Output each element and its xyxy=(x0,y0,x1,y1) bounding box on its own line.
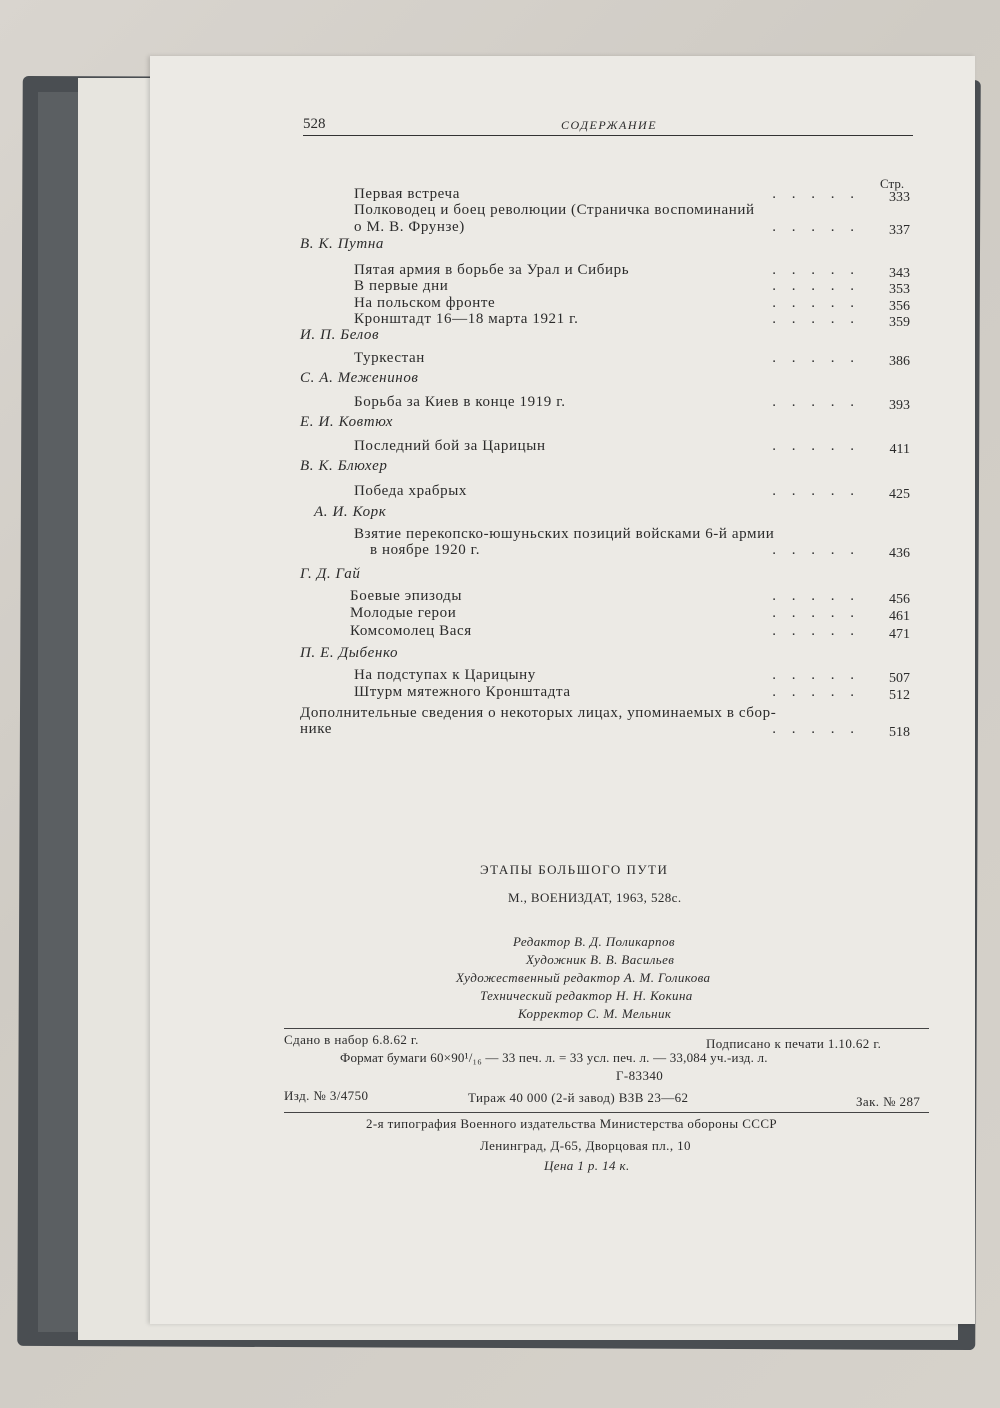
toc-author-heading: А. И. Корк xyxy=(314,504,387,520)
pages-column-label: Стр. xyxy=(880,176,905,191)
toc-leader-dots: . . . . . xyxy=(772,542,860,558)
toc-entry: Победа храбрых xyxy=(354,483,468,499)
toc-leader-dots: . . . . . xyxy=(772,623,860,639)
toc-entry: Последний бой за Царицын xyxy=(354,438,546,454)
print-run: Тираж 40 000 (2-й завод) ВЗВ 23—62 xyxy=(468,1090,689,1105)
toc-page-number: 512 xyxy=(889,688,910,703)
toc-leader-dots: . . . . . xyxy=(772,350,860,366)
paper-format: Формат бумаги 60×90¹/₁₆ — 33 печ. л. = 33 усл. печ. л. — 33,084 уч.-изд. л. xyxy=(340,1050,768,1065)
credit-proofreader: Корректор С. М. Мельник xyxy=(518,1006,672,1021)
toc-leader-dots: . . . . . xyxy=(772,295,860,311)
credit-artist: Художник В. В. Васильев xyxy=(526,952,675,967)
toc-entry: На подступах к Царицыну xyxy=(354,667,536,683)
table-of-contents xyxy=(300,186,920,766)
toc-page-number: 518 xyxy=(889,725,910,740)
toc-entry: Молодые герои xyxy=(350,605,457,621)
toc-author-heading: П. Е. Дыбенко xyxy=(300,645,399,661)
toc-entry: в ноябре 1920 г. xyxy=(370,542,481,558)
toc-page-number: 386 xyxy=(889,354,910,369)
toc-leader-dots: . . . . . xyxy=(772,394,860,410)
toc-page-number: 507 xyxy=(889,671,910,686)
page-number: 528 xyxy=(303,116,326,132)
toc-entry: В первые дни xyxy=(354,278,449,294)
toc-leader-dots: . . . . . xyxy=(772,278,860,294)
toc-page-number: 461 xyxy=(889,609,910,624)
toc-entry: Пятая армия в борьбе за Урал и Сибирь xyxy=(354,262,630,278)
toc-page-number: 343 xyxy=(889,266,910,281)
credit-editor: Редактор В. Д. Поликарпов xyxy=(513,934,675,949)
toc-author-heading: Г. Д. Гай xyxy=(300,566,361,582)
toc-author-heading: С. А. Меженинов xyxy=(300,370,419,386)
toc-leader-dots: . . . . . xyxy=(772,438,860,454)
toc-leader-dots: . . . . . xyxy=(772,605,860,621)
toc-page-number: 393 xyxy=(889,398,910,413)
toc-entry: Полководец и боец революции (Страничка воспоминаний xyxy=(354,202,755,218)
toc-author-heading: Е. И. Ковтюх xyxy=(300,414,394,430)
toc-author-heading: В. К. Путна xyxy=(300,236,384,252)
toc-leader-dots: . . . . . xyxy=(772,186,860,202)
toc-page-number: 359 xyxy=(889,315,910,330)
printer: 2-я типография Военного издательства Министерства обороны СССР xyxy=(366,1116,778,1131)
credit-tech-editor: Технический редактор Н. Н. Кокина xyxy=(480,988,693,1003)
toc-entry: Туркестан xyxy=(354,350,425,366)
toc-page-number: 356 xyxy=(889,299,910,314)
imprint-rule-bottom xyxy=(284,1112,929,1113)
toc-leader-dots: . . . . . xyxy=(772,219,860,235)
toc-entry: о М. В. Фрунзе) xyxy=(354,219,465,235)
toc-entry: Борьба за Киев в конце 1919 г. xyxy=(354,394,566,410)
printer-address: Ленинград, Д-65, Дворцовая пл., 10 xyxy=(480,1138,691,1153)
toc-page-number: 337 xyxy=(889,223,910,238)
toc-leader-dots: . . . . . xyxy=(772,262,860,278)
toc-leader-dots: . . . . . xyxy=(772,588,860,604)
toc-page-number: 436 xyxy=(889,546,910,561)
toc-entry: Боевые эпизоды xyxy=(350,588,463,604)
book-page xyxy=(150,56,975,1324)
toc-page-number: 471 xyxy=(889,627,910,642)
toc-leader-dots: . . . . . xyxy=(772,311,860,327)
publisher-line: М., ВОЕНИЗДАТ, 1963, 528с. xyxy=(508,890,682,905)
toc-entry: нике xyxy=(300,721,333,737)
book-spine-edge xyxy=(38,92,78,1332)
toc-leader-dots: . . . . . xyxy=(772,721,860,737)
header-rule xyxy=(303,135,913,136)
toc-entry: На польском фронте xyxy=(354,295,496,311)
toc-entry: Комсомолец Вася xyxy=(350,623,472,639)
toc-page-number: 411 xyxy=(889,442,910,457)
catalog-code: Г-83340 xyxy=(616,1068,664,1083)
toc-author-heading: В. К. Блюхер xyxy=(300,458,388,474)
toc-entry: Кронштадт 16—18 марта 1921 г. xyxy=(354,311,579,327)
edition-number: Изд. № 3/4750 xyxy=(284,1088,369,1103)
book-title: ЭТАПЫ БОЛЬШОГО ПУТИ xyxy=(480,862,669,877)
toc-page-number: 456 xyxy=(889,592,910,607)
toc-entry: Штурм мятежного Кронштадта xyxy=(354,684,571,700)
sent-to-set: Сдано в набор 6.8.62 г. xyxy=(284,1032,419,1047)
toc-page-number: 333 xyxy=(889,190,910,205)
credit-art-editor: Художественный редактор А. М. Голикова xyxy=(456,970,711,985)
toc-page-number: 353 xyxy=(889,282,910,297)
order-number: Зак. № 287 xyxy=(856,1094,921,1109)
price: Цена 1 р. 14 к. xyxy=(544,1158,630,1173)
toc-author-heading: И. П. Белов xyxy=(300,327,380,343)
running-title: СОДЕРЖАНИЕ xyxy=(561,118,658,132)
toc-leader-dots: . . . . . xyxy=(772,667,860,683)
toc-leader-dots: . . . . . xyxy=(772,483,860,499)
toc-entry: Первая встреча xyxy=(354,186,460,202)
toc-entry: Взятие перекопско-юшуньских позиций войсками 6-й армии xyxy=(354,526,775,542)
signed-to-print: Подписано к печати 1.10.62 г. xyxy=(706,1036,882,1051)
imprint-rule-top xyxy=(284,1028,929,1029)
toc-page-number: 425 xyxy=(889,487,910,502)
toc-leader-dots: . . . . . xyxy=(772,684,860,700)
toc-entry: Дополнительные сведения о некоторых лицах, упоминаемых в сбор- xyxy=(300,705,777,721)
